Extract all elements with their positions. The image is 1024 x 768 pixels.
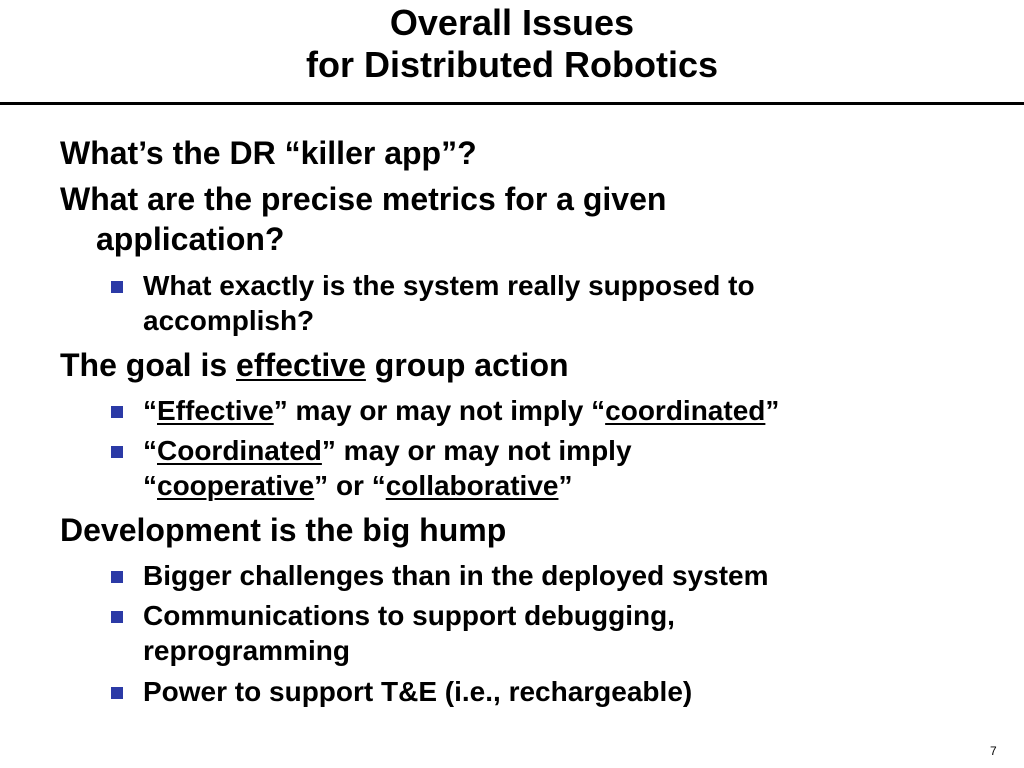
bullet-text: What are the precise metrics for a given xyxy=(60,181,667,217)
square-bullet-icon xyxy=(111,281,123,293)
underlined-term: collaborative xyxy=(385,470,559,501)
bullet-text-continued: application? xyxy=(96,221,285,257)
underlined-term: coordinated xyxy=(605,395,766,426)
sub-bullet-text: Bigger challenges than in the deployed system xyxy=(143,560,769,591)
underlined-term: cooperative xyxy=(157,470,315,501)
underlined-term: effective xyxy=(236,347,366,383)
bullet-killer-app xyxy=(60,133,960,173)
square-bullet-icon xyxy=(111,571,123,583)
bullet-goal: The goal is effective group action xyxy=(60,347,569,383)
underlined-term: Effective xyxy=(157,395,274,426)
title-line-2: for Distributed Robotics xyxy=(306,44,718,85)
square-bullet-icon xyxy=(111,406,123,418)
underlined-term: Coordinated xyxy=(157,435,322,466)
bullet-text: Development is the big hump xyxy=(60,512,507,548)
sub-bullet-text: “Effective” may or may not imply “coordinated” xyxy=(143,395,780,426)
bullet-precise-metrics xyxy=(60,179,960,259)
square-bullet-icon xyxy=(111,446,123,458)
title-line-1: Overall Issues xyxy=(389,2,635,43)
square-bullet-icon xyxy=(111,611,123,623)
sub-bullet-text: What exactly is the system really supposed to accomplish? xyxy=(143,270,755,336)
page-number: 7 xyxy=(990,744,997,758)
sub-bullet-text: Power to support T&E (i.e., rechargeable) xyxy=(143,676,693,707)
bullet-development xyxy=(60,510,960,550)
square-bullet-icon xyxy=(111,687,123,699)
sub-bullet-text: Communications to support debugging, reprogramming xyxy=(143,600,675,666)
bullet-text: What’s the DR “killer app”? xyxy=(60,135,477,171)
sub-bullet-text: “Coordinated” may or may not imply “cooperative” or “collaborative” xyxy=(143,435,632,501)
